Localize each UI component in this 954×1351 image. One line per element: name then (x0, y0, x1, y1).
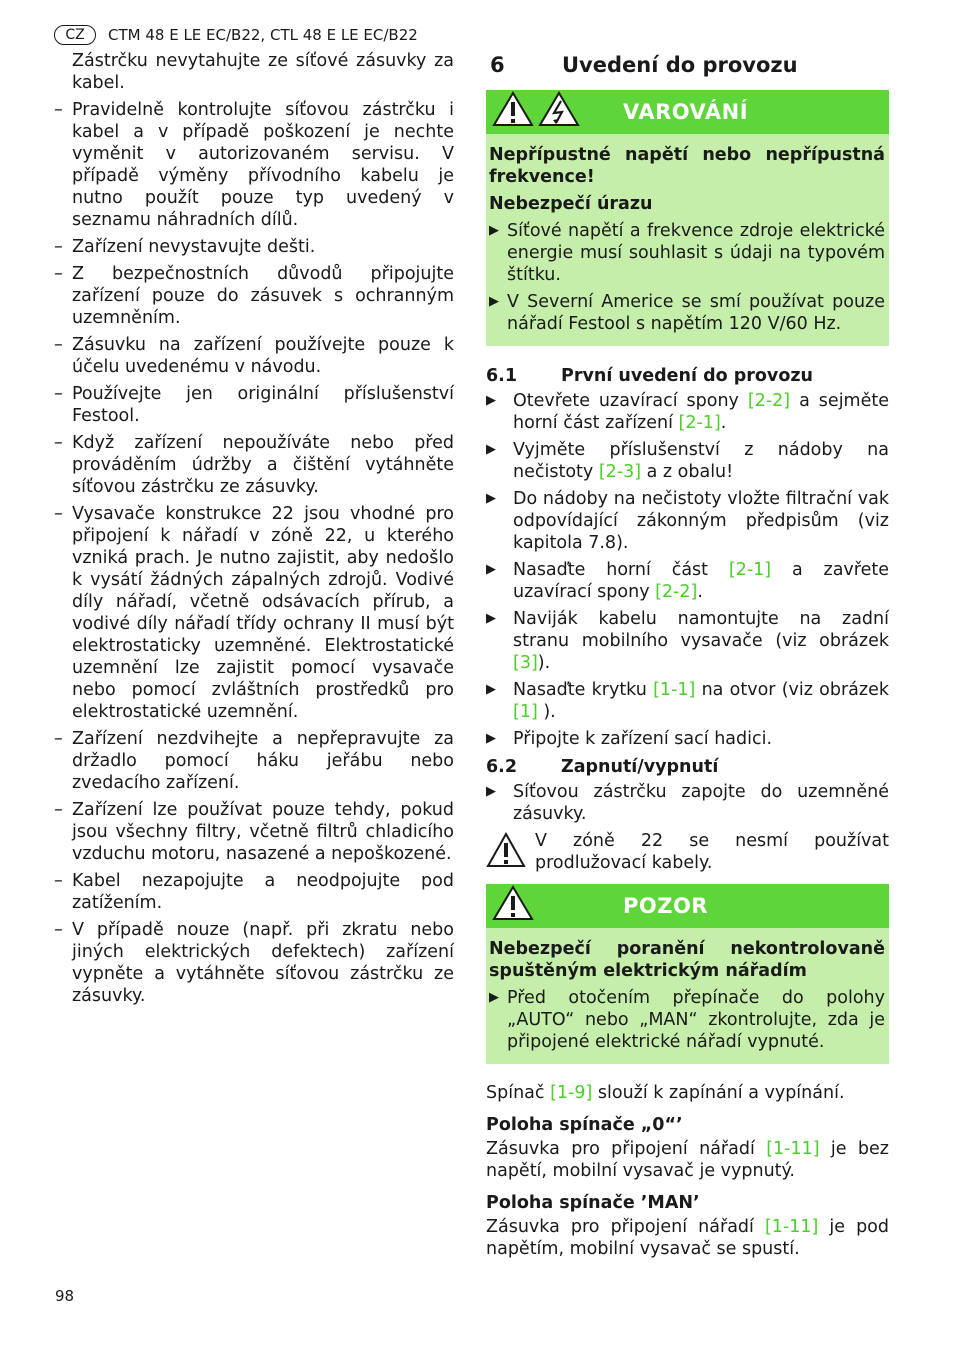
page-header (54, 24, 418, 46)
warning-box (486, 90, 889, 346)
list-item: ▶ Připojte k zařízení sací hadici. (486, 729, 773, 749)
model-line: CTM 48 E LE EC/B22, CTL 48 E LE EC/B22 (108, 26, 418, 44)
warning-subheading: Nebezpečí úrazu (489, 194, 653, 214)
list-item: – Když zařízení nepoužíváte nebo před prováděním údržby a čištění vytáhněte síťovou zástrčku ze zásuvky. (54, 433, 454, 497)
zone-note: V zóně 22 se nesmí používat prodlužovací kabely. (486, 830, 889, 874)
caution-list (489, 987, 885, 1053)
list-item: ▶ Nasaďte krytku [1-1] na otvor (viz obrázek [1] ). (486, 680, 889, 722)
bullet-arrow-icon: ▶ (489, 294, 499, 309)
warning-list (489, 220, 885, 335)
position-man-heading: Poloha spínače ’MAN’ (486, 1193, 700, 1213)
warning-triangle-icon (492, 885, 534, 927)
bullet-arrow-icon: ▶ (486, 491, 496, 506)
warning-triangle-icon (492, 91, 534, 133)
position-0-text: Zásuvka pro připojení nářadí [1-11] je bez napětí, mobilní vysavač je vypnutý. (486, 1139, 889, 1181)
list-item: ▶ Vyjměte příslušenství z nádoby na nečistoty [2-3] a z obalu! (486, 440, 889, 482)
bullet-arrow-icon: ▶ (489, 223, 499, 238)
warning-title: VAROVÁNÍ (623, 100, 749, 124)
section-title (490, 52, 889, 78)
steps-list (486, 781, 889, 825)
list-item: ▶ Před otočením přepínače do polohy „AUTO“ nebo „MAN“ zkontrolujte, zda je připojené elektrické nářadí vypnuté. (489, 988, 885, 1052)
bullet-arrow-icon: ▶ (486, 682, 496, 697)
list-item: ▶ Naviják kabelu namontujte na zadní stranu mobilního vysavače (viz obrázek [3]). (486, 609, 889, 673)
list-item: – Pravidelně kontrolujte síťovou zástrčku i kabel a v případě poškození je nechte vyměnit v autorizovaném servisu. V případě výměny přívodního kabelu je nutno použít pouze typ uvedený v seznamu náhradních dílů. (54, 100, 454, 230)
list-item: ▶ Otevřete uzavírací spony [2-2] a sejměte horní část zařízení [2-1]. (486, 391, 889, 433)
list-item: Zástrčku nevytahujte ze síťové zásuvky za kabel. (72, 51, 454, 93)
list-item: ▶ Síťovou zástrčku zapojte do uzemněné zásuvky. (486, 782, 889, 824)
caution-box (486, 884, 889, 1064)
page-number: 98 (55, 1287, 75, 1305)
bullet-arrow-icon: ▶ (489, 990, 499, 1005)
bullet-arrow-icon: ▶ (486, 731, 496, 746)
list-item: – V případě nouze (např. při zkratu nebo jiných elektrických defektech) zařízení vypněte a vytáhněte síťovou zástrčku ze zásuvky. (54, 920, 454, 1006)
warning-triangle-icon (486, 832, 526, 874)
list-item: ▶ V Severní Americe se smí používat pouze nářadí Festool s napětím 120 V/60 Hz. (489, 292, 885, 334)
safety-list (54, 50, 454, 1007)
language-badge: CZ (54, 25, 96, 45)
switch-paragraph: Spínač [1-9] slouží k zapínání a vypínání. (486, 1083, 845, 1103)
warning-body (486, 134, 889, 346)
list-item: – Zařízení nevystavujte dešti. (54, 237, 316, 257)
list-item: ▶ Do nádoby na nečistoty vložte filtrační vak odpovídající zákonným předpisům (viz kapitola 7.8). (486, 489, 889, 553)
list-item: – Zařízení nezdvihejte a nepřepravujte za držadlo pomocí háku jeřábu nebo zvedacího zařízení. (54, 729, 454, 793)
list-item: – Používejte jen originální příslušenství Festool. (54, 384, 454, 426)
position-man-text: Zásuvka pro připojení nářadí [1-11] je pod napětím, mobilní vysavač se spustí. (486, 1217, 889, 1259)
position-0-heading: Poloha spínače „0“’ (486, 1115, 683, 1135)
right-column (486, 50, 889, 1268)
bullet-arrow-icon: ▶ (486, 442, 496, 457)
list-item: – Kabel nezapojujte a neodpojujte pod zatížením. (54, 871, 454, 913)
warning-header (486, 90, 889, 134)
electric-hazard-icon (538, 91, 580, 133)
section-heading: Uvedení do provozu (562, 53, 798, 77)
bullet-arrow-icon: ▶ (486, 562, 496, 577)
list-item: – Zařízení lze používat pouze tehdy, pokud jsou všechny filtry, včetně filtrů chladicího vzduchu motoru, nasazené a nepoškozené. (54, 800, 454, 864)
warning-heading: Nepřípustné napětí nebo nepřípustná frekvence! (489, 145, 885, 187)
caution-body (486, 928, 889, 1064)
steps-list (486, 390, 889, 750)
list-item: ▶ Nasaďte horní část [2-1] a zavřete uzavírací spony [2-2]. (486, 560, 889, 602)
list-item: ▶ Síťové napětí a frekvence zdroje elektrické energie musí souhlasit s údaji na typovém štítku. (489, 221, 885, 285)
caution-title: POZOR (623, 894, 708, 918)
caution-header (486, 884, 889, 928)
bullet-arrow-icon: ▶ (486, 611, 496, 626)
list-item: – Z bezpečnostních důvodů připojujte zařízení pouze do zásuvek s ochranným uzemněním. (54, 264, 454, 328)
subsection-title: 6.1 První uvedení do provozu (486, 366, 813, 386)
subsection-title: 6.2 Zapnutí/vypnutí (486, 757, 719, 777)
list-item: – Zásuvku na zařízení používejte pouze k účelu uvedenému v návodu. (54, 335, 454, 377)
bullet-arrow-icon: ▶ (486, 784, 496, 799)
list-item: – Vysavače konstrukce 22 jsou vhodné pro připojení k nářadí v zóně 22, u kterého vzniká prach. Je nutno zajistit, aby nedošlo k vysátí žádných zápalných zdrojů. Vodivé díly nářadí, včetně odsávacích přírub, a vodivé díly nářadí třídy ochrany II musí být elektrostaticky uzemněné. Elektrostatické uzemnění lze zajistit pomocí vysavače nebo pomocí zvláštních prostředků pro elektrostatické uzemnění. (54, 504, 454, 722)
caution-heading: Nebezpečí poranění nekontrolovaně spuštěným elektrickým nářadím (489, 939, 885, 981)
section-number: 6 (490, 53, 505, 77)
bullet-arrow-icon: ▶ (486, 393, 496, 408)
left-column (54, 50, 454, 1012)
